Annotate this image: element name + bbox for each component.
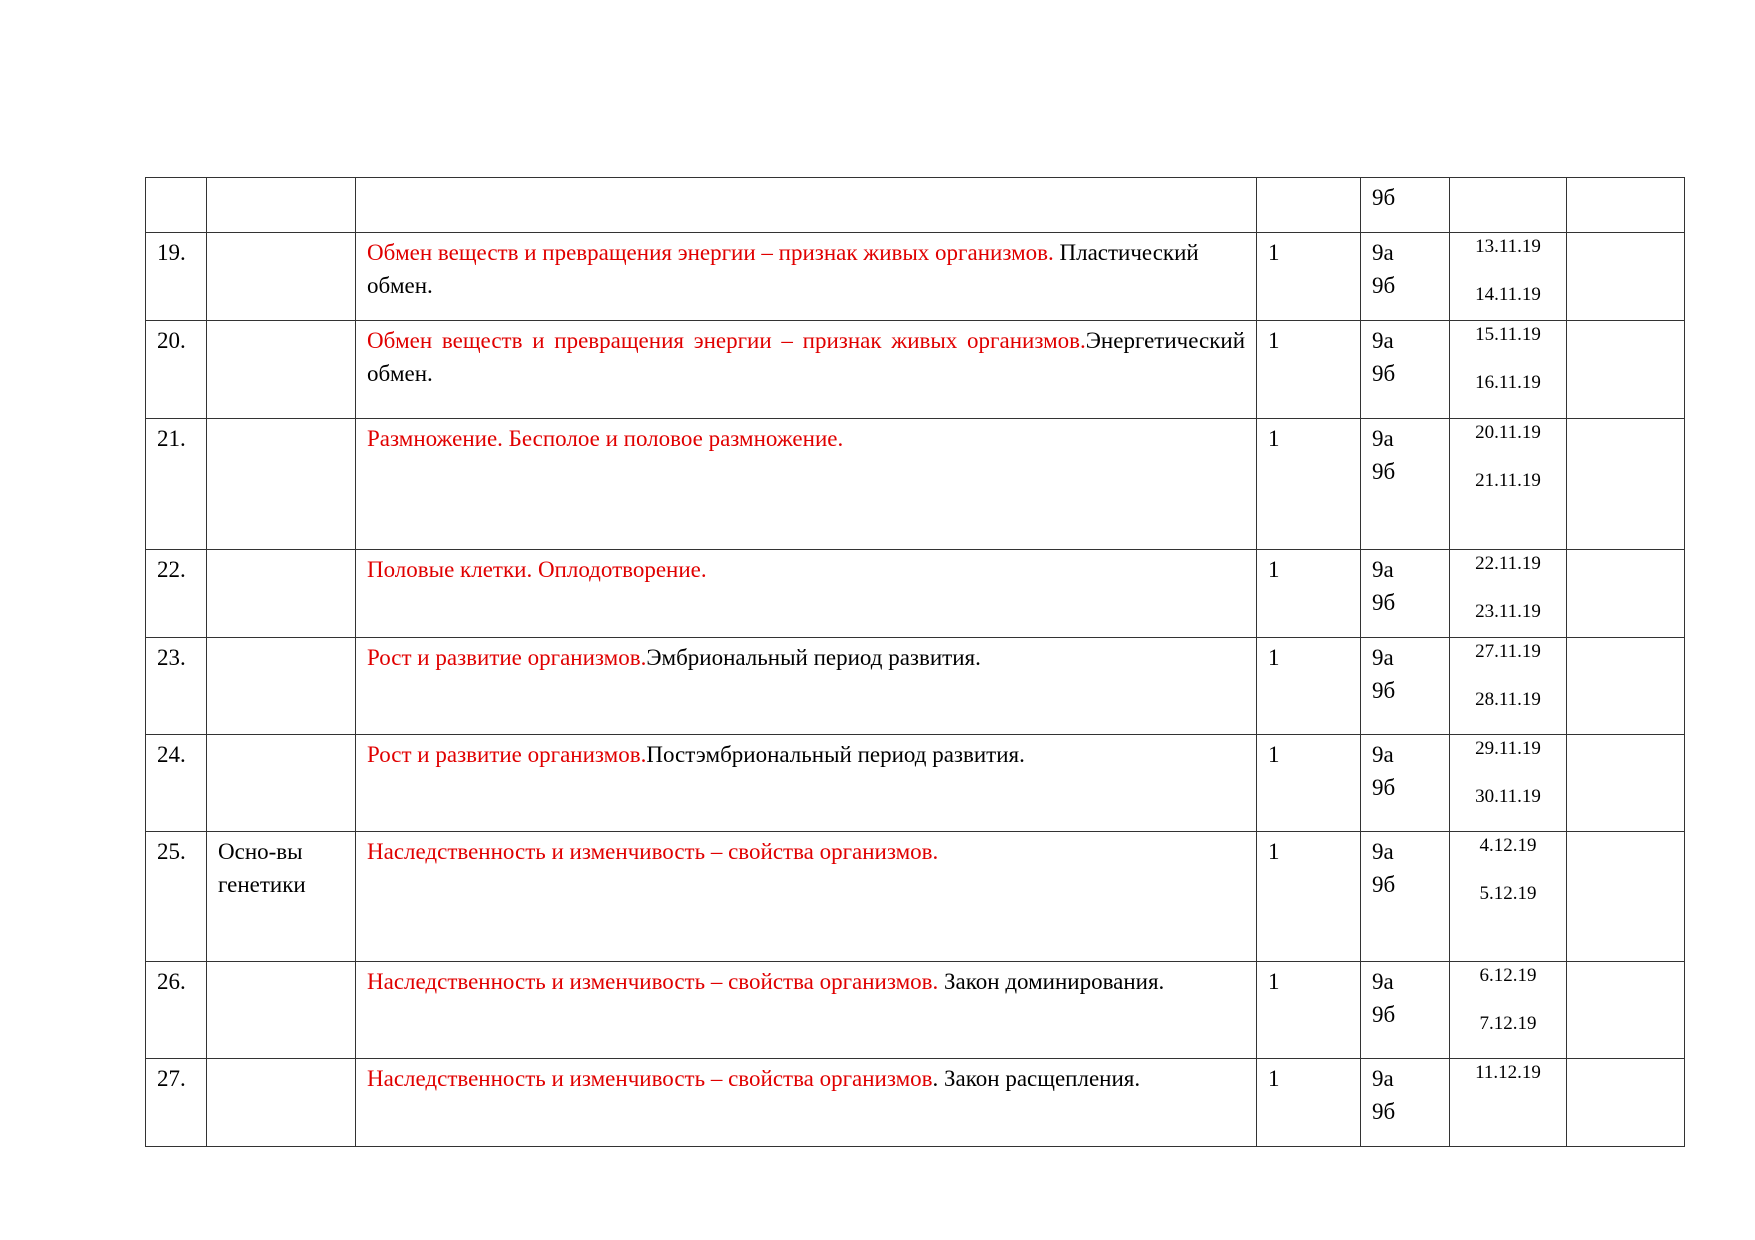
lesson-number-cell [146, 962, 207, 1059]
lesson-number: 25. [157, 839, 186, 864]
classes-cell [1361, 832, 1450, 962]
lesson-date: 14.11.19 [1475, 284, 1541, 305]
hours-cell [1257, 832, 1361, 962]
hours: 1 [1268, 1066, 1280, 1091]
class-label: 9б [1372, 361, 1396, 386]
section-cell [207, 638, 356, 735]
dates-cell [1450, 1059, 1567, 1147]
lesson-number-cell [146, 832, 207, 962]
notes-cell [1567, 419, 1685, 550]
hours-cell [1257, 550, 1361, 638]
lesson-number-cell [146, 419, 207, 550]
lesson-date: 5.12.19 [1479, 883, 1537, 904]
hours: 1 [1268, 557, 1280, 582]
class-label: 9а [1372, 839, 1394, 864]
hours: 1 [1268, 742, 1280, 767]
lesson-date: 4.12.19 [1479, 835, 1537, 856]
lesson-number: 20. [157, 328, 186, 353]
section-cell [207, 233, 356, 321]
table-row [146, 321, 1685, 419]
lesson-number-cell [146, 1059, 207, 1147]
lesson-number: 27. [157, 1066, 186, 1091]
section-name: Осно-вы генетики [218, 839, 306, 897]
section-cell [207, 832, 356, 962]
topic-cell [356, 178, 1257, 233]
class-label: 9б [1372, 1002, 1396, 1027]
lesson-number: 26. [157, 969, 186, 994]
topic-cell [356, 233, 1257, 321]
topic-text: Эмбриональный период развития. [646, 645, 981, 670]
table-row [146, 178, 1685, 233]
lesson-number: 24. [157, 742, 186, 767]
lesson-number-cell [146, 321, 207, 419]
class-label: 9а [1372, 240, 1394, 265]
hours-cell [1257, 178, 1361, 233]
notes-cell [1567, 832, 1685, 962]
topic-highlighted: Рост и развитие организмов. [367, 742, 647, 767]
table-row [146, 1059, 1685, 1147]
topic-highlighted: Половые клетки. Оплодотворение. [367, 557, 707, 582]
lesson-number-cell [146, 735, 207, 832]
lesson-number-cell [146, 638, 207, 735]
lesson-number: 21. [157, 426, 186, 451]
hours-cell [1257, 419, 1361, 550]
class-label: 9а [1372, 1066, 1394, 1091]
section-cell [207, 1059, 356, 1147]
hours-cell [1257, 233, 1361, 321]
classes-cell [1361, 550, 1450, 638]
class-label: 9а [1372, 645, 1394, 670]
lesson-date: 11.12.19 [1475, 1062, 1541, 1083]
hours-cell [1257, 638, 1361, 735]
lesson-date: 28.11.19 [1475, 689, 1541, 710]
lesson-date: 27.11.19 [1475, 641, 1541, 662]
notes-cell [1567, 735, 1685, 832]
topic-highlighted: Обмен веществ и превращения энергии – признак живых организмов. [367, 240, 1054, 265]
dates-cell [1450, 321, 1567, 419]
classes-cell [1361, 735, 1450, 832]
topic-cell [356, 419, 1257, 550]
topic-cell [356, 832, 1257, 962]
topic-cell [356, 321, 1257, 419]
table-row [146, 735, 1685, 832]
dates-cell [1450, 550, 1567, 638]
notes-cell [1567, 1059, 1685, 1147]
hours: 1 [1268, 426, 1280, 451]
lesson-number-cell [146, 550, 207, 638]
topic-cell [356, 550, 1257, 638]
lesson-date: 30.11.19 [1475, 786, 1541, 807]
lesson-date: 13.11.19 [1475, 236, 1541, 257]
class-label: 9б [1372, 1099, 1396, 1124]
notes-cell [1567, 321, 1685, 419]
lesson-date: 23.11.19 [1475, 601, 1541, 622]
topic-cell [356, 638, 1257, 735]
lesson-date: 6.12.19 [1479, 965, 1537, 986]
class-label: 9б [1372, 872, 1396, 897]
classes-cell [1361, 321, 1450, 419]
hours: 1 [1268, 328, 1280, 353]
lesson-date: 22.11.19 [1475, 553, 1541, 574]
notes-cell [1567, 233, 1685, 321]
classes-cell [1361, 638, 1450, 735]
class-label: 9а [1372, 557, 1394, 582]
topic-text: . Закон расщепления. [932, 1066, 1141, 1091]
lesson-date: 7.12.19 [1479, 1013, 1537, 1034]
topic-text: Энергетический обмен. [367, 328, 1245, 386]
hours-cell [1257, 962, 1361, 1059]
classes-cell [1361, 1059, 1450, 1147]
class-label: 9б [1372, 678, 1396, 703]
dates-cell [1450, 419, 1567, 550]
topic-highlighted: Наследственность и изменчивость – свойства организмов [367, 1066, 933, 1091]
dates-cell [1450, 832, 1567, 962]
hours: 1 [1268, 645, 1280, 670]
lesson-plan-table [145, 177, 1685, 1147]
class-label: 9а [1372, 969, 1394, 994]
hours: 1 [1268, 240, 1280, 265]
notes-cell [1567, 178, 1685, 233]
hours-cell [1257, 735, 1361, 832]
dates-cell [1450, 178, 1567, 233]
lesson-number-cell [146, 178, 207, 233]
class-label: 9б [1372, 185, 1396, 210]
class-label: 9а [1372, 426, 1394, 451]
table-row [146, 419, 1685, 550]
classes-cell [1361, 233, 1450, 321]
class-label: 9а [1372, 742, 1394, 767]
notes-cell [1567, 638, 1685, 735]
topic-text: Закон доминирования. [938, 969, 1165, 994]
topic-text: Пластический обмен. [367, 240, 1199, 298]
table-row [146, 638, 1685, 735]
section-cell [207, 550, 356, 638]
table-row [146, 233, 1685, 321]
class-label: 9б [1372, 590, 1396, 615]
topic-cell [356, 735, 1257, 832]
hours-cell [1257, 321, 1361, 419]
section-cell [207, 178, 356, 233]
classes-cell [1361, 178, 1450, 233]
lesson-date: 29.11.19 [1475, 738, 1541, 759]
topic-cell [356, 962, 1257, 1059]
lesson-date: 15.11.19 [1475, 324, 1541, 345]
lesson-date: 16.11.19 [1475, 372, 1541, 393]
class-label: 9б [1372, 775, 1396, 800]
topic-highlighted: Обмен веществ и превращения энергии – признак живых организмов. [367, 328, 1086, 353]
dates-cell [1450, 735, 1567, 832]
topic-text: Постэмбриональный период развития. [646, 742, 1025, 767]
section-cell [207, 419, 356, 550]
class-label: 9б [1372, 459, 1396, 484]
notes-cell [1567, 550, 1685, 638]
dates-cell [1450, 233, 1567, 321]
hours: 1 [1268, 839, 1280, 864]
lesson-number: 19. [157, 240, 186, 265]
dates-cell [1450, 962, 1567, 1059]
topic-highlighted: Рост и развитие организмов. [367, 645, 647, 670]
table-row [146, 832, 1685, 962]
lesson-date: 21.11.19 [1475, 470, 1541, 491]
section-cell [207, 735, 356, 832]
topic-highlighted: Наследственность и изменчивость – свойства организмов. [367, 839, 939, 864]
dates-cell [1450, 638, 1567, 735]
section-cell [207, 321, 356, 419]
notes-cell [1567, 962, 1685, 1059]
section-cell [207, 962, 356, 1059]
lesson-date: 20.11.19 [1475, 422, 1541, 443]
lesson-number: 22. [157, 557, 186, 582]
hours: 1 [1268, 969, 1280, 994]
topic-cell [356, 1059, 1257, 1147]
table-row [146, 962, 1685, 1059]
table-row [146, 550, 1685, 638]
lesson-number-cell [146, 233, 207, 321]
hours-cell [1257, 1059, 1361, 1147]
class-label: 9б [1372, 273, 1396, 298]
class-label: 9а [1372, 328, 1394, 353]
topic-highlighted: Размножение. Бесполое и половое размножение. [367, 426, 844, 451]
classes-cell [1361, 419, 1450, 550]
topic-highlighted: Наследственность и изменчивость – свойства организмов. [367, 969, 939, 994]
classes-cell [1361, 962, 1450, 1059]
lesson-number: 23. [157, 645, 186, 670]
